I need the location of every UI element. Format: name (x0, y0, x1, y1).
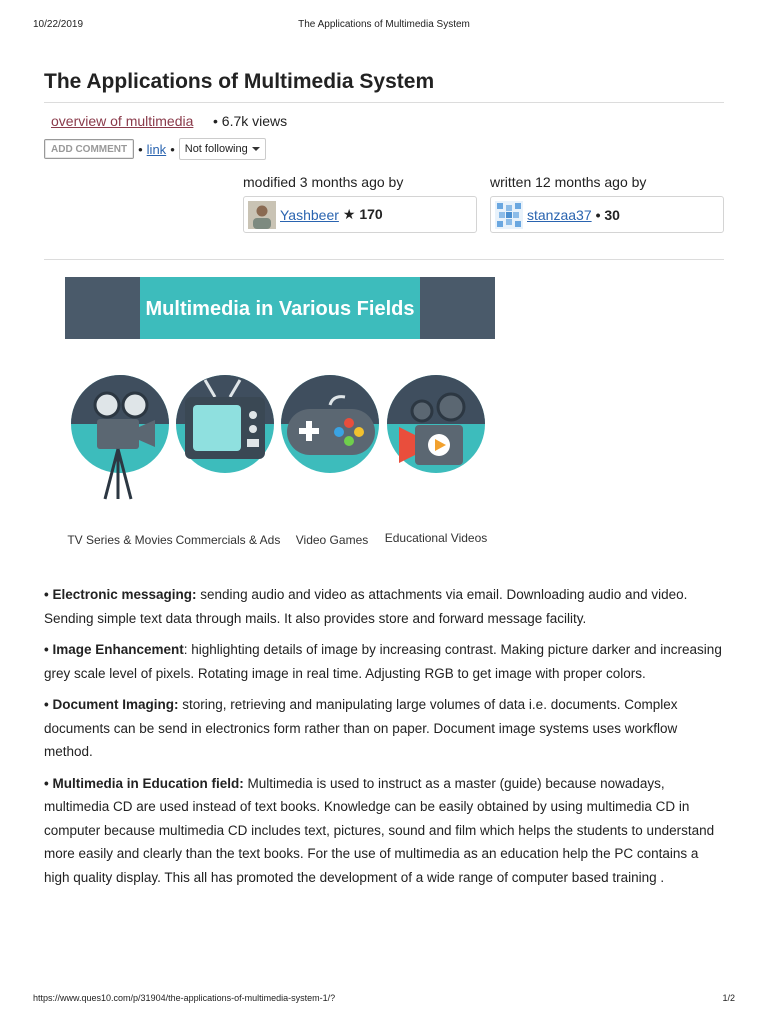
add-comment-button[interactable]: ADD COMMENT (44, 139, 134, 159)
tag-link-overview[interactable]: overview of multimedia (51, 113, 194, 129)
item-term: • Multimedia in Education field: (44, 775, 244, 791)
game-controller-icon (281, 375, 379, 473)
separator: • (170, 141, 175, 157)
modifier-reputation: ★ 170 (342, 206, 383, 222)
item-term: • Electronic messaging: (44, 587, 197, 602)
modifier-card (243, 196, 477, 233)
item-text: : highlighting details of image by increasing contrast. Making picture darker and increasing grey scale level of pixels. Rotating image in real time. Adjusting RGB to get image with proper colors. (44, 642, 722, 681)
modified-label: modified 3 months ago by (243, 174, 404, 190)
meta-divider (44, 259, 724, 260)
modifier-username[interactable]: Yashbeer (280, 206, 339, 223)
permalink[interactable]: link (146, 141, 167, 157)
item-text: sending audio and video as attachments via email. Downloading audio and video. Sending simple text data through mails. It also provides store and forward message facility. (44, 587, 688, 626)
field-label: TV Series & Movies (67, 533, 173, 547)
item-term: • Document Imaging: (44, 697, 179, 712)
field-label: Video Games (295, 533, 369, 547)
separator: • (138, 141, 143, 157)
list-item (44, 693, 724, 764)
field-label: Educational Videos (384, 531, 488, 545)
item-text: storing, retrieving and manipulating large volumes of data i.e. documents. Complex documents can be send in electronics form rather than on paper. Document image systems uses workflow method. (44, 697, 678, 759)
view-count: • 6.7k views (213, 113, 288, 129)
list-item (44, 772, 724, 890)
post-body (44, 583, 724, 897)
user-avatar-icon[interactable] (248, 201, 276, 229)
author-username[interactable]: stanzaa37 (527, 206, 592, 223)
item-text: Multimedia is used to instruct as a master (guide) because nowadays, multimedia CD are used instead of text books. Knowledge can be easily obtained by using multimedia CD in computer because multimedia CD includes text, pictures, sound and film which helps the students to understand more easily and clearly than the text books. For the use of multimedia as an education help the PC contains a high quality display. This all has promoted the development of a wide range of computer based training . (44, 775, 715, 885)
print-date: 10/22/2019 (33, 19, 84, 30)
television-icon (176, 375, 274, 473)
banner-title: Multimedia in Various Fields (145, 298, 415, 320)
film-camera-icon (71, 375, 169, 499)
written-label: written 12 months ago by (490, 174, 647, 190)
list-item (44, 583, 724, 630)
multimedia-fields-image (65, 277, 495, 562)
caret-down-icon (252, 147, 260, 151)
follow-dropdown[interactable] (179, 138, 266, 160)
print-title: The Applications of Multimedia System (298, 19, 470, 30)
author-reputation: • 30 (595, 206, 620, 223)
field-label: Commercials & Ads (175, 533, 281, 547)
follow-dropdown-value: Not following (184, 143, 248, 155)
page-title: The Applications of Multimedia System (44, 70, 435, 93)
post-actions (44, 138, 266, 160)
title-divider (44, 102, 724, 103)
identicon-avatar-icon[interactable] (495, 201, 523, 229)
page-number: 1/2 (722, 993, 735, 1003)
item-term: • Image Enhancement (44, 642, 184, 657)
video-camera-icon (387, 375, 485, 473)
author-card (490, 196, 724, 233)
print-url: https://www.ques10.com/p/31904/the-applications-of-multimedia-system-1/? (33, 993, 336, 1003)
list-item (44, 638, 724, 685)
post-tags (51, 113, 193, 129)
